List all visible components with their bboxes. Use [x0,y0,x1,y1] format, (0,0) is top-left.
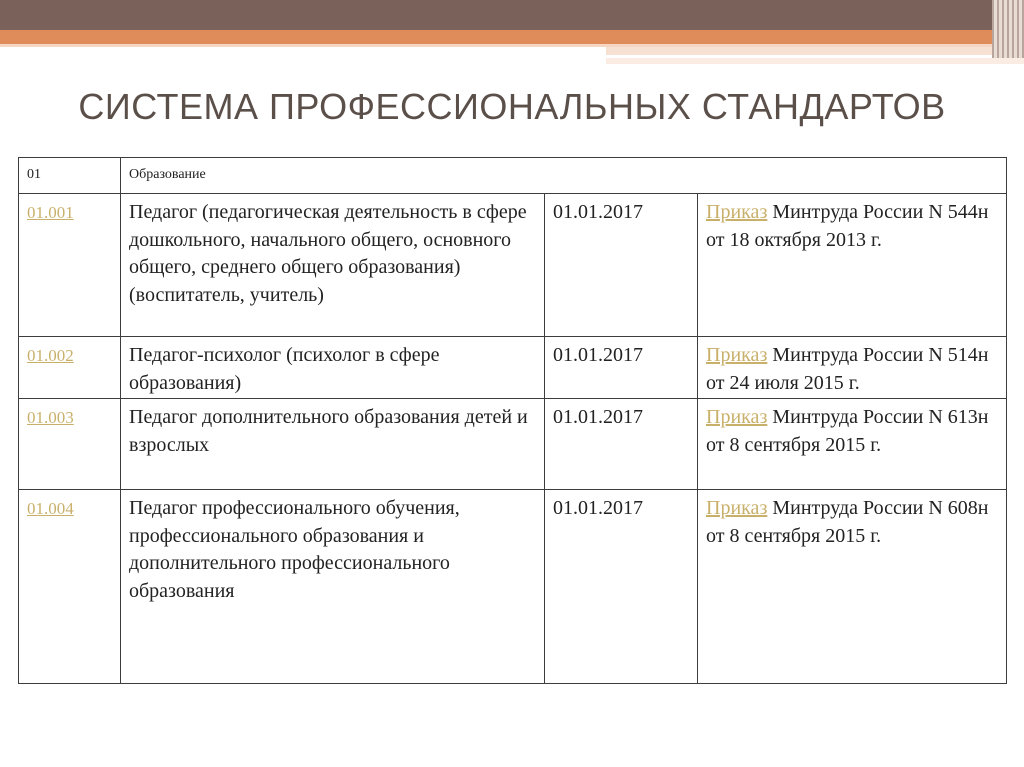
header-area-cell: Образование [121,158,1007,194]
order-link[interactable]: Приказ [706,201,768,223]
date-cell: 01.01.2017 [545,337,698,399]
header-band-dark [0,0,1024,30]
table-row [19,399,1007,490]
name-cell: Педагог дополнительного образования детей и взрослых [121,399,545,490]
code-cell [19,399,121,490]
code-cell [19,490,121,684]
order-text: Минтруда России N 544н от 18 октября 2013 г. [706,201,989,251]
order-cell [698,490,1007,684]
order-link[interactable]: Приказ [706,497,768,519]
slide-title: СИСТЕМА ПРОФЕССИОНАЛЬНЫХ СТАНДАРТОВ [78,86,946,127]
code-cell [19,337,121,399]
table-row [19,337,1007,399]
order-cell [698,194,1007,337]
header-band-right-upper [606,47,1024,55]
name-cell: Педагог-психолог (психолог в сфере образования) [121,337,545,399]
code-cell [19,194,121,337]
name-cell: Педагог (педагогическая деятельность в сфере дошкольного, начального общего, основного общего, среднего общего образования) (воспитатель, учитель) [121,194,545,337]
header-band-edge-stripes [992,0,1024,58]
name-cell: Педагог профессионального обучения, профессионального образования и дополнительного профессионального образования [121,490,545,684]
header-code-cell: 01 [19,158,121,194]
order-link[interactable]: Приказ [706,344,768,366]
header-band-orange [0,30,1024,44]
standards-table [18,157,1007,684]
header-band-right-lower [606,58,1024,64]
standard-code-link[interactable]: 01.003 [27,408,74,427]
table-header-row [19,158,1007,194]
order-cell [698,399,1007,490]
table-row [19,194,1007,337]
order-text: Минтруда России N 514н от 24 июля 2015 г. [706,344,989,394]
order-text: Минтруда России N 608н от 8 сентября 2015 г. [706,497,989,547]
standard-code-link[interactable]: 01.004 [27,499,74,518]
order-cell [698,337,1007,399]
table-row [19,490,1007,684]
standard-code-link[interactable]: 01.001 [27,203,74,222]
order-link[interactable]: Приказ [706,406,768,428]
date-cell: 01.01.2017 [545,490,698,684]
standard-code-link[interactable]: 01.002 [27,346,74,365]
date-cell: 01.01.2017 [545,194,698,337]
order-text: Минтруда России N 613н от 8 сентября 2015 г. [706,406,989,456]
date-cell: 01.01.2017 [545,399,698,490]
